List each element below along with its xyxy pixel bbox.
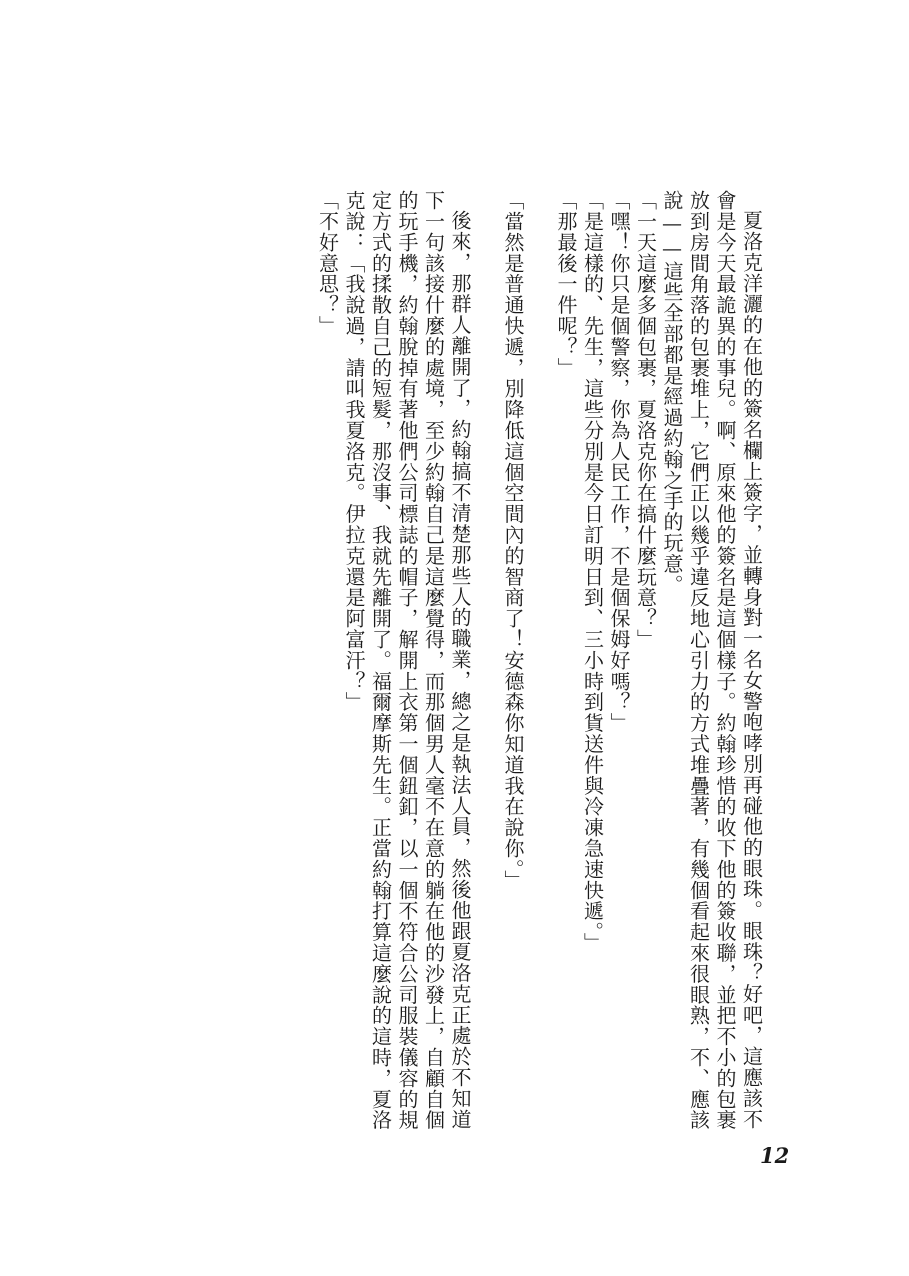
dialogue-line-6: 「不好意思？」 xyxy=(315,190,340,337)
page-number: 12 xyxy=(760,1143,790,1168)
narration-paragraph-1: 夏洛克洋灑的在他的簽名欄上簽字，並轉身對一名女警咆哮別再碰他的眼珠。眼珠？好吧，這應該不會是今天最詭異的事兒。啊、原來他的簽名是這個樣子。約翰珍惜的收下他的簽收聯，並把不小的包裹放到房間角落的包裹堆上，它們正以幾乎違反地心引力的方式堆疊著，有幾個看起來很眼熟，不、應該說——這些全部都是經過約翰之手的玩意。 xyxy=(660,190,764,1131)
dialogue-line-2: 「嘿！你只是個警察，你為人民工作，不是個保姆好嗎？」 xyxy=(607,190,631,734)
dialogue-line-5: 「當然是普通快遞，別降低這個空間內的智商了！安德森你知道我在說你。」 xyxy=(501,190,525,891)
dialogue-line-3: 「是這樣的、先生，這些分別是今日訂明日到、三小時到貨送件與冷凍急速快遞。」 xyxy=(580,190,605,954)
dialogue-line-4: 「那最後一件呢？」 xyxy=(554,190,578,379)
dialogue-line-1: 「一天這麼多個包裹，夏洛克你在搞什麼玩意？」 xyxy=(633,190,658,650)
narration-paragraph-2: 後來，那群人離開了，約翰搞不清楚那些人的職業，總之是執法人員，然後他跟夏洛克正處於不知道下一句該接什麼的處境，至少約翰自己是這麼覺得，而那個男人毫不在意的躺在他的沙發上，自顧自個的玩手機，約翰脫掉有著他們公司標誌的帽子，解開上衣第一個鈕釦，以一個不符合公司服裝儀容的規定方式的揉散自己的短髮，那沒事、我就先離開了。福爾摩斯先生。正當約翰打算這麼說的這時，夏洛克說：「我說過，請叫我夏洛克。伊拉克還是阿富汗？」 xyxy=(342,190,472,1131)
vertical-text-body xyxy=(314,190,791,1150)
